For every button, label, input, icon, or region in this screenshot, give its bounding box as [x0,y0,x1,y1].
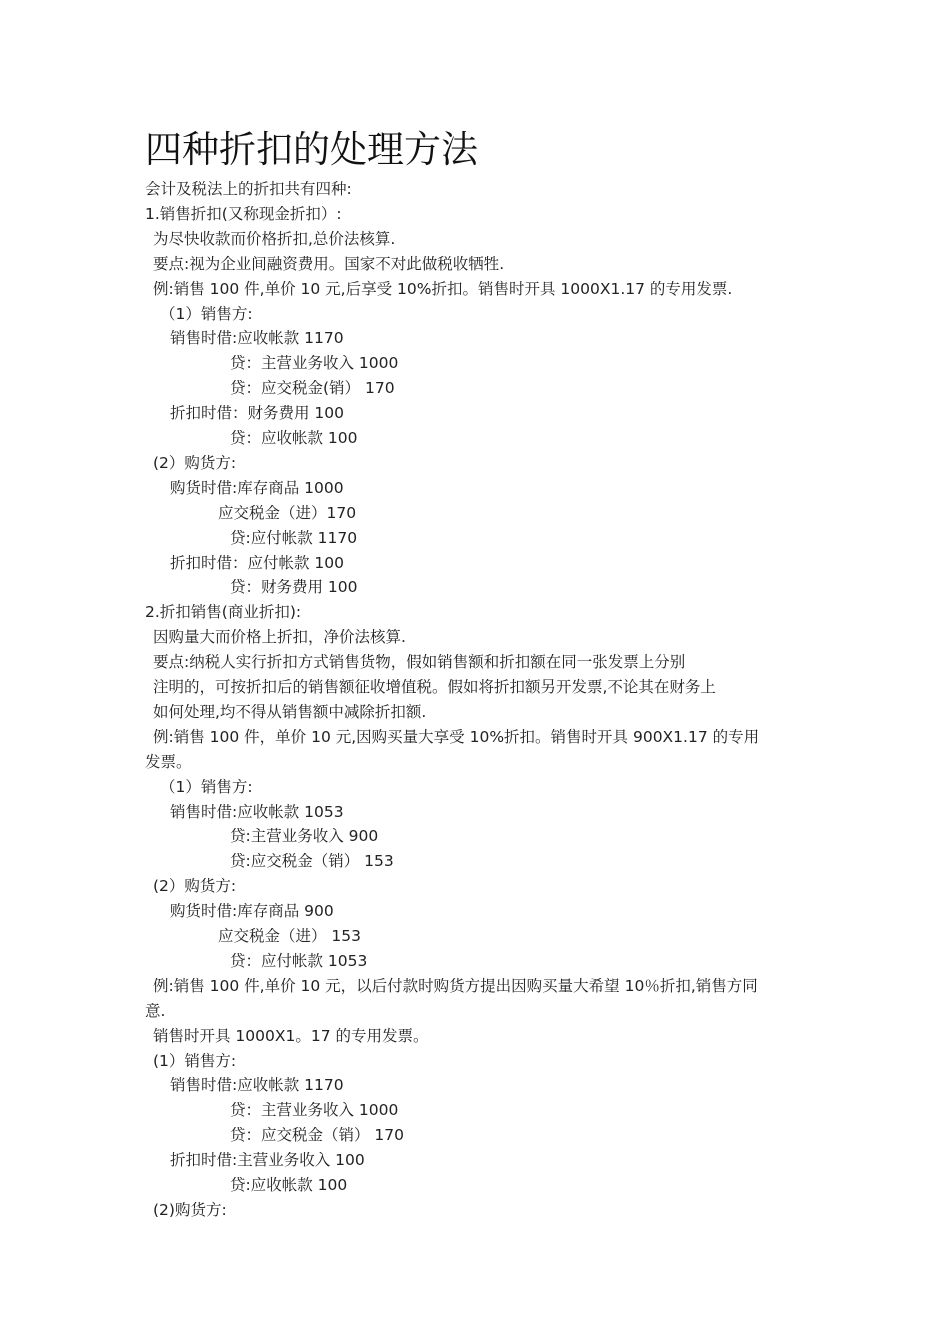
text-line: 贷：财务费用 100 [230,578,358,596]
text-line: 发票。 [145,753,192,771]
text-line: (1）销售方: [153,1052,237,1070]
text-line: 如何处理,均不得从销售额中减除折扣额. [153,703,427,721]
text-line: 会计及税法上的折扣共有四种: [145,180,352,198]
text-line: 贷:应交税金（销） 153 [230,852,394,870]
text-line: 销售时开具 1000X1。17 的专用发票。 [153,1027,429,1045]
text-line: 折扣时借：应付帐款 100 [170,554,345,572]
text-line: 应交税金（进）170 [218,504,357,522]
text-line: 例:销售 100 件,单价 10 元,后享受 10%折扣。销售时开具 1000X1.17 的专用发票. [153,280,733,298]
text-line: 因购量大而价格上折扣，净价法核算. [153,628,406,646]
document-title: 四种折扣的处理方法 [145,128,478,171]
text-line: 贷：应收帐款 100 [230,429,358,447]
text-line: 贷:主营业务收入 900 [230,827,379,845]
text-line: 要点:纳税人实行折扣方式销售货物，假如销售额和折扣额在同一张发票上分别 [153,653,686,671]
text-line: 贷：应交税金(销） 170 [230,379,395,397]
text-line: 例:销售 100 件，单价 10 元,因购买量大享受 10%折扣。销售时开具 900X1.17 的专用 [153,728,760,746]
text-line: 例:销售 100 件,单价 10 元，以后付款时购货方提出因购买量大希望 10％折扣,销售方同 [153,977,758,995]
text-line: 贷：应交税金（销） 170 [230,1126,405,1144]
text-line: 贷：主营业务收入 1000 [230,1101,399,1119]
text-line: 应交税金（进） 153 [218,927,362,945]
text-line: 贷：主营业务收入 1000 [230,354,399,372]
text-line: 折扣时借：财务费用 100 [170,404,345,422]
text-line: (2）购货方: [153,454,237,472]
text-line: 贷：应付帐款 1053 [230,952,368,970]
text-line: 折扣时借:主营业务收入 100 [170,1151,365,1169]
text-line: (2)购货方: [153,1201,227,1219]
text-line: 销售时借:应收帐款 1170 [170,329,344,347]
text-line: 要点:视为企业间融资费用。国家不对此做税收牺牲. [153,255,505,273]
text-line: 1.销售折扣(又称现金折扣）: [145,205,342,223]
text-line: 贷:应收帐款 100 [230,1176,348,1194]
text-line: （1）销售方: [160,778,253,796]
text-line: (2）购货方: [153,877,237,895]
text-line: 购货时借:库存商品 900 [170,902,334,920]
text-line: （1）销售方: [160,305,253,323]
text-line: 购货时借:库存商品 1000 [170,479,344,497]
text-line: 贷:应付帐款 1170 [230,529,358,547]
text-line: 为尽快收款而价格折扣,总价法核算. [153,230,396,248]
text-line: 销售时借:应收帐款 1170 [170,1076,344,1094]
text-line: 注明的，可按折扣后的销售额征收增值税。假如将折扣额另开发票,不论其在财务上 [153,678,716,696]
text-line: 2.折扣销售(商业折扣): [145,603,302,621]
text-line: 销售时借:应收帐款 1053 [170,803,344,821]
text-line: 意. [145,1002,166,1020]
